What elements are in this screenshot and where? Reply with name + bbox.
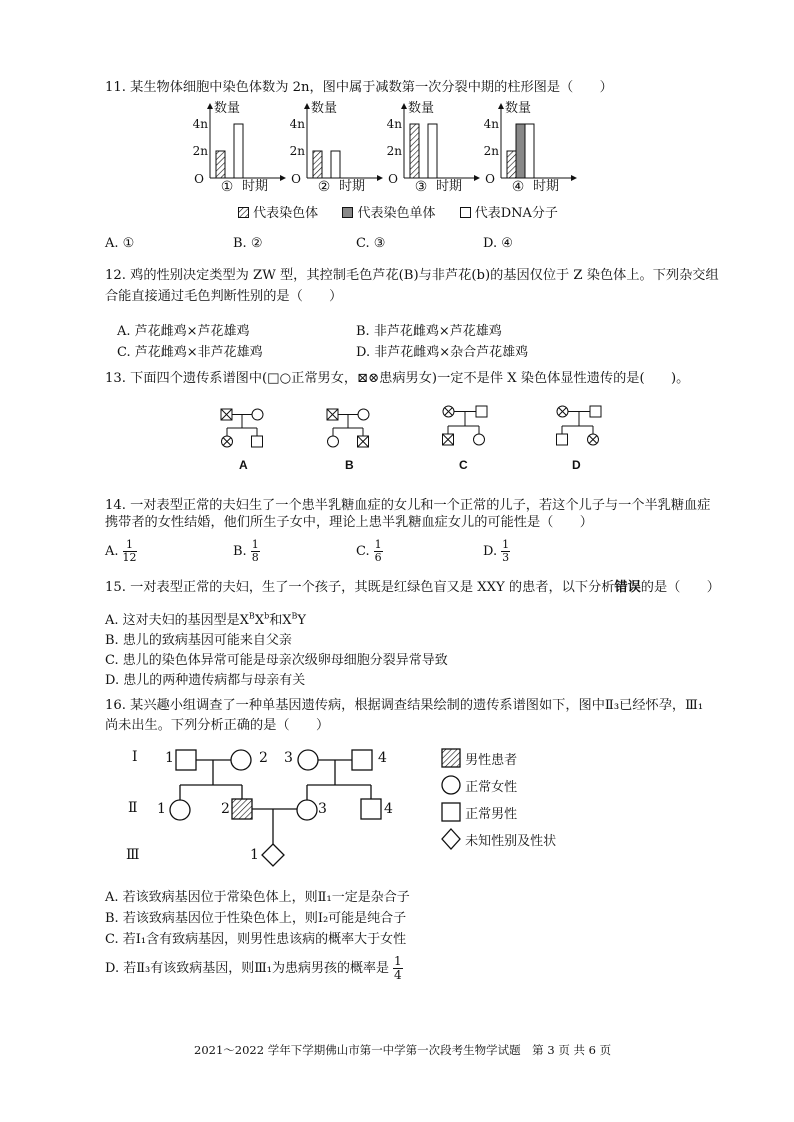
diamond-icon: [441, 828, 461, 850]
ii3-normal-female: [297, 800, 317, 820]
q15-stem: 15. 一对表型正常的夫妇，生了一个孩子，其既是红绿色盲又是 XXY 的患者，以下分析错误的是（ ）: [105, 580, 720, 595]
chart-number-label: ④: [511, 179, 525, 195]
gray-box-icon: [342, 207, 353, 218]
pedigree-b: [327, 409, 369, 447]
q16-option-c: C. 若Ⅰ₁含有致病基因，则男性患该病的概率大于女性: [105, 932, 407, 947]
bar-chromatid: [516, 124, 525, 178]
x-axis-label: 时期: [339, 179, 366, 194]
q15-option-d: D. 患儿的两种遗传病都与母亲有关: [105, 673, 306, 688]
q15-option-c: C. 患儿的染色体异常可能是母亲次级卵母细胞分裂异常导致: [105, 653, 448, 668]
bar-chart-4: [484, 100, 577, 195]
empty-box-icon: [460, 207, 471, 218]
y-axis-label: 数量: [311, 101, 338, 116]
y-axis-label: 数量: [408, 101, 435, 116]
square-icon: [441, 802, 461, 822]
q14-stem-line2: 携带者的女性结婚，他们所生子女中，理论上患半乳糖血症女儿的可能性是（ ）: [105, 515, 593, 530]
bar-chromosome: [216, 151, 225, 178]
bar-chart-1: [193, 100, 286, 195]
q13-pedigrees: [200, 400, 620, 475]
pedigree-label-c: C: [459, 458, 468, 472]
q14-stem-line1: 14. 一对表型正常的夫妇生了一个患半乳糖血症的女儿和一个正常的儿子，若这个儿子与一个半乳糖血症: [105, 498, 711, 513]
bar-dna: [234, 124, 243, 178]
tick-label-2n: 2n: [192, 144, 208, 158]
page-footer: 2021～2022 学年下学期佛山市第一中学第一次段考生物学试题 第 3 页 共 6 页: [194, 1043, 612, 1057]
q14-option-d: D. $\frac{1}{3}$: [483, 538, 510, 564]
tick-label-2n: 2n: [483, 144, 499, 158]
x-axis-label: 时期: [242, 179, 269, 194]
gen-iii-label: Ⅲ: [126, 847, 140, 863]
bar-chart-2: [290, 100, 383, 195]
q12-option-c: C. 芦花雌鸡×非芦花雄鸡: [117, 345, 263, 360]
iii1-number: 1: [250, 847, 259, 863]
q16-stem-line1: 16. 某兴趣小组调查了一种单基因遗传病，根据调查结果绘制的遗传系谱图如下，图中Ⅱ₃已经怀孕，Ⅲ₁: [105, 698, 704, 713]
q16-option-a: A. 若该致病基因位于常染色体上，则Ⅱ₁一定是杂合子: [105, 890, 410, 905]
x-axis-arrow: [571, 175, 577, 181]
tick-label-2n: 2n: [386, 144, 402, 158]
circle-icon: [441, 775, 461, 795]
q13-stem: 13. 下面四个遗传系谱图中(□○正常男女，⊠⊗患病男女)一定不是伴 X 染色体显性遗传的是( )。: [105, 371, 690, 386]
q14-option-c: C. $\frac{1}{6}$: [356, 538, 382, 564]
q11-option-c: C. ③: [356, 236, 386, 251]
i4-normal-male: [352, 750, 372, 770]
chart-number-label: ②: [317, 179, 331, 195]
ii3-number: 3: [318, 801, 327, 817]
q16-option-b: B. 若该致病基因位于性染色体上，则Ⅰ₂可能是纯合子: [105, 911, 407, 926]
hatched-box-icon: [238, 207, 249, 218]
pedigree-label-a: A: [239, 458, 248, 472]
origin-label: O: [485, 172, 495, 186]
i3-number: 3: [284, 750, 293, 766]
x-axis-arrow: [280, 175, 286, 181]
pedigree-c: [443, 406, 488, 445]
q14-option-a: A. $\frac{1}{12}$: [105, 538, 137, 564]
bar-chromosome: [410, 124, 419, 178]
ii4-normal-male: [361, 799, 381, 819]
q16-option-d: D. 若Ⅱ₃有该致病基因，则Ⅲ₁为患病男孩的概率是 $\frac{1}{4}$: [105, 954, 402, 982]
x-axis-label: 时期: [533, 179, 560, 194]
i2-normal-female: [231, 750, 251, 770]
q16-legend: [441, 747, 556, 855]
y-axis-label: 数量: [214, 101, 241, 116]
origin-label: O: [194, 172, 204, 186]
q12-option-a: A. 芦花雌鸡×芦花雄鸡: [117, 324, 250, 339]
pedigree-label-d: D: [572, 458, 581, 472]
hatched-square-icon: [441, 748, 461, 768]
legend-normal-male: 正常男性: [441, 801, 556, 828]
bar-chart-3: [387, 100, 480, 195]
q11-option-b: B. ②: [233, 236, 263, 251]
q11-bar-charts: [185, 100, 585, 200]
tick-label-2n: 2n: [289, 144, 305, 158]
q15-option-a: A. 这对夫妇的基因型是$X^BX^b$和$X^BY$: [105, 611, 306, 628]
i1-number: 1: [165, 750, 174, 766]
pedigree-d: [557, 406, 602, 445]
origin-label: O: [388, 172, 398, 186]
iii1-unknown: [262, 844, 284, 866]
q11-option-a: A. ①: [105, 236, 135, 251]
q16-stem-line2: 尚未出生。下列分析正确的是（ ）: [105, 718, 330, 733]
i2-number: 2: [259, 750, 268, 766]
ii4-number: 4: [384, 801, 393, 817]
chart-number-label: ①: [220, 179, 234, 195]
ii2-number: 2: [221, 801, 230, 817]
tick-label-4n: 4n: [192, 117, 208, 131]
q12-stem-line2: 合能直接通过毛色判断性别的是（ ）: [105, 289, 343, 304]
legend-chromatid: 代表染色单体: [342, 206, 439, 221]
q15-option-b: B. 患儿的致病基因可能来自父亲: [105, 633, 292, 648]
y-axis-arrow: [304, 103, 310, 109]
q14-option-b: B. $\frac{1}{8}$: [233, 538, 259, 564]
x-axis-label: 时期: [436, 179, 463, 194]
legend-affected-male: 男性患者: [441, 747, 556, 774]
x-axis-arrow: [377, 175, 383, 181]
y-axis-arrow: [401, 103, 407, 109]
q12-option-d: D. 非芦花雌鸡×杂合芦花雄鸡: [356, 345, 529, 360]
i3-normal-female: [298, 750, 318, 770]
gen-i-label: Ⅰ: [132, 749, 138, 765]
q11-stem: 11. 某生物体细胞中染色体数为 2n，图中属于减数第一次分裂中期的柱形图是（ ）: [105, 80, 613, 95]
legend-unknown: 未知性别及性状: [441, 828, 556, 855]
bar-dna: [428, 124, 437, 178]
legend-chromosome: 代表染色体: [238, 206, 322, 221]
tick-label-4n: 4n: [289, 117, 305, 131]
q12-stem-line1: 12. 鸡的性别决定类型为 ZW 型，其控制毛色芦花(B)与非芦花(b)的基因仅位于 Z 染色体上。下列杂交组: [105, 268, 719, 283]
x-axis-arrow: [474, 175, 480, 181]
pedigree-label-b: B: [345, 458, 354, 472]
ii2-affected-male: [232, 799, 252, 819]
gen-ii-label: Ⅱ: [128, 800, 138, 816]
y-axis-label: 数量: [505, 101, 532, 116]
ii1-number: 1: [157, 801, 166, 817]
q11-option-d: D. ④: [483, 236, 513, 251]
y-axis-arrow: [498, 103, 504, 109]
ii1-normal-female: [170, 800, 190, 820]
bar-dna: [525, 124, 534, 178]
i1-normal-male: [176, 750, 196, 770]
pedigree-a: [221, 409, 263, 447]
bar-chromosome: [507, 151, 516, 178]
tick-label-4n: 4n: [386, 117, 402, 131]
q11-legend: [238, 202, 558, 221]
i4-number: 4: [378, 750, 387, 766]
tick-label-4n: 4n: [483, 117, 499, 131]
bar-dna: [331, 151, 340, 178]
q12-option-b: B. 非芦花雌鸡×芦花雄鸡: [356, 324, 502, 339]
legend-normal-female: 正常女性: [441, 774, 556, 801]
origin-label: O: [291, 172, 301, 186]
chart-number-label: ③: [414, 179, 428, 195]
bar-chromosome: [313, 151, 322, 178]
y-axis-arrow: [207, 103, 213, 109]
legend-dna: 代表DNA分子: [460, 206, 558, 221]
